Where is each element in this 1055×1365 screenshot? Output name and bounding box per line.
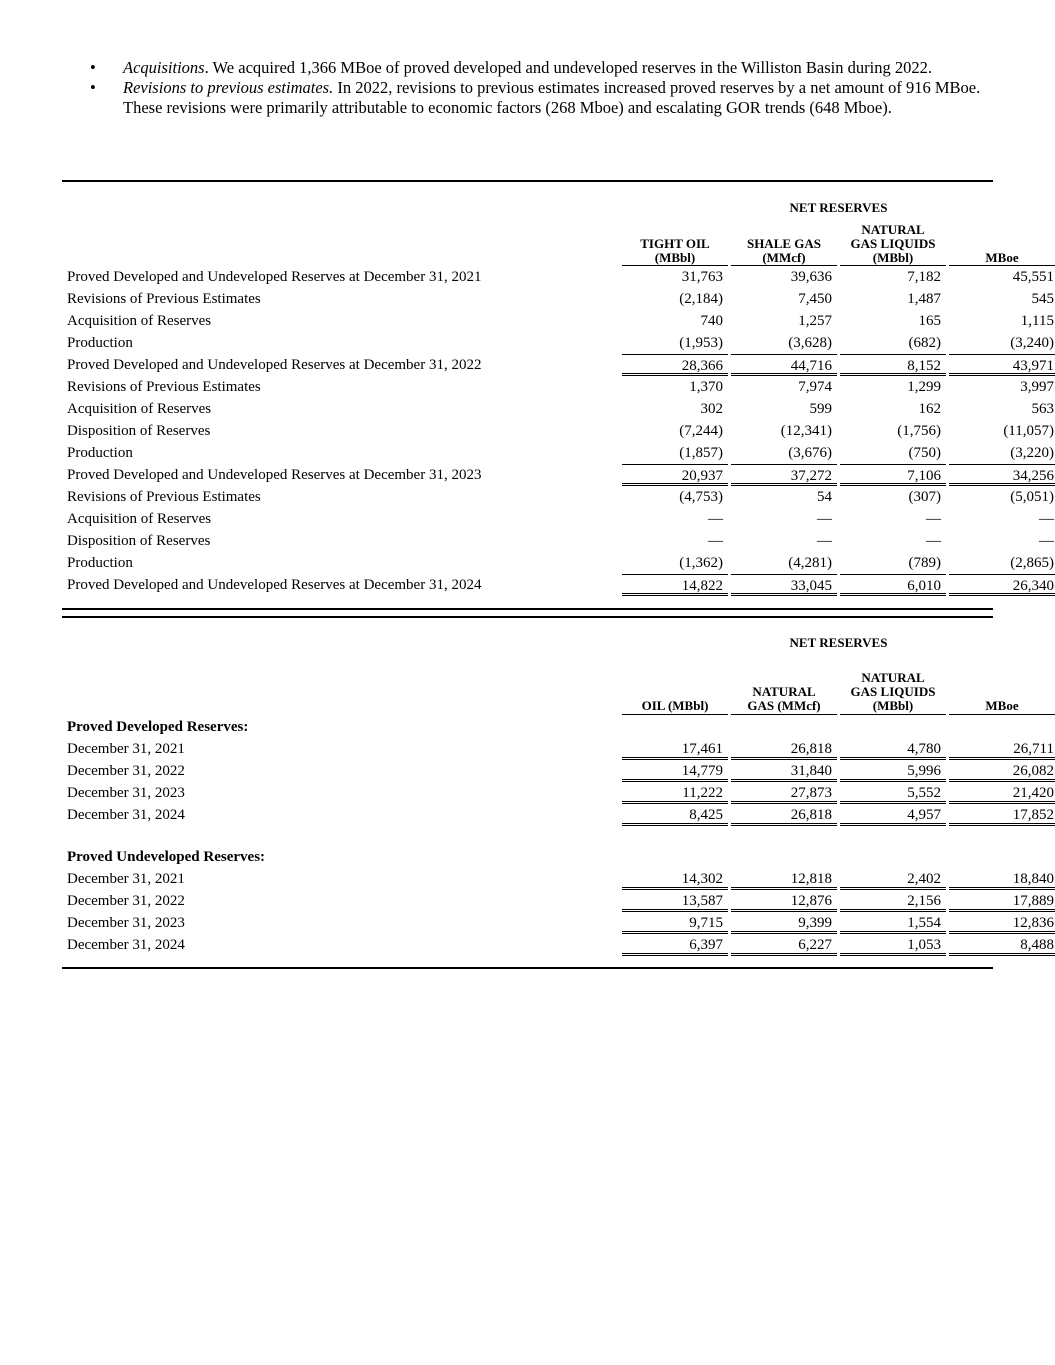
table1-group-header: NET RESERVES [789,200,888,215]
row-value-cell: — [817,511,832,527]
row-label: Proved Developed and Undeveloped Reserves at December 31, 2024 [67,577,482,593]
row-value-cell: 6,010 [840,574,946,596]
row-value-cell: 39,636 [790,269,832,285]
row-value-cell: 14,822 [622,574,728,596]
header-underline [622,714,728,715]
bullet-item-acquisitions [90,58,990,78]
row-value-cell: — [708,533,723,549]
table-row [62,332,1054,354]
row-value-cell: 7,450 [798,291,832,307]
table1-col-header-tight-oil: TIGHT OIL (MBbl) [640,236,710,265]
row-value-cell: 7,182 [907,269,941,285]
row-value-cell: 18,840 [949,868,1055,890]
row-value-cell: 37,272 [731,464,837,486]
row-value-cell: 5,996 [840,760,946,782]
row-value-cell: 165 [918,313,941,329]
row-label: December 31, 2021 [67,871,185,887]
row-value-cell: 563 [1031,401,1054,417]
row-label: December 31, 2022 [67,893,185,909]
row-value-cell: 7,974 [798,379,832,395]
row-value-cell: 44,716 [731,354,837,376]
row-label: Revisions of Previous Estimates [67,291,261,307]
row-label: Proved Developed and Undeveloped Reserves at December 31, 2023 [67,467,482,483]
row-value-cell: — [1039,511,1054,527]
table1-col-header-ngl: NATURAL GAS LIQUIDS (MBbl) [850,222,936,265]
table2-col-header-natural-gas: NATURAL GAS (MMcf) [747,684,821,713]
row-value-cell: 26,711 [949,738,1055,760]
row-value-cell: 12,818 [731,868,837,890]
row-value-cell: 1,299 [907,379,941,395]
row-value-cell: 1,370 [689,379,723,395]
row-value-cell: 12,876 [731,890,837,912]
row-value-cell: (1,362) [679,555,723,571]
table-row [62,354,1054,376]
row-value-cell: — [926,511,941,527]
row-value-cell: (1,857) [679,445,723,461]
row-value-cell: 599 [809,401,832,417]
row-value-cell: (3,676) [788,445,832,461]
table-row [62,552,1054,574]
header-underline [840,714,946,715]
row-label: Production [67,555,133,571]
header-underline [731,714,837,715]
row-value-cell: 1,554 [840,912,946,934]
row-label: Acquisition of Reserves [67,511,212,527]
row-value-cell: 33,045 [731,574,837,596]
table-row [62,760,1054,782]
row-value-cell: 8,425 [622,804,728,826]
row-value-cell: 17,889 [949,890,1055,912]
header-underline [949,714,1055,715]
row-value-cell: — [1039,533,1054,549]
row-value-cell: (789) [908,555,941,571]
row-value-cell: 740 [700,313,723,329]
row-value-cell: (4,753) [679,489,723,505]
row-value-cell: 1,487 [907,291,941,307]
row-value-cell: 14,779 [622,760,728,782]
row-value-cell: 4,957 [840,804,946,826]
row-label: Disposition of Reserves [67,533,211,549]
row-value-cell: (307) [908,489,941,505]
table2-col-header-ngl: NATURAL GAS LIQUIDS (MBbl) [850,670,936,713]
table-row [62,310,1054,332]
row-label: Acquisition of Reserves [67,401,212,417]
row-value-cell: 26,818 [731,738,837,760]
row-value-cell: 26,340 [949,574,1055,596]
bullet-title: Acquisitions [123,58,205,77]
row-value-cell: 2,402 [840,868,946,890]
row-value-cell: 3,997 [1020,379,1054,395]
row-value-cell: (7,244) [679,423,723,439]
bullet-symbol: • [90,58,96,77]
row-label: Proved Developed and Undeveloped Reserves at December 31, 2021 [67,269,482,285]
table-row [62,574,1054,596]
table-row [62,934,1054,956]
row-label: Disposition of Reserves [67,423,211,439]
row-value-cell: 26,818 [731,804,837,826]
row-value-cell: 11,222 [622,782,728,804]
table-row [62,738,1054,760]
row-value-cell: (750) [908,445,941,461]
table-row [62,486,1054,508]
row-label: December 31, 2023 [67,785,185,801]
row-value-cell: 9,399 [731,912,837,934]
row-value-cell: (2,865) [1010,555,1054,571]
table-row [62,376,1054,398]
row-value-cell: (1,953) [679,335,723,351]
bullet-text [123,78,990,118]
row-value-cell: (3,628) [788,335,832,351]
section-title-proved-undeveloped: Proved Undeveloped Reserves: [67,849,266,865]
bullet-list [90,58,990,118]
row-value-cell: 302 [700,401,723,417]
table-row [62,398,1054,420]
row-value-cell: 1,053 [840,934,946,956]
row-label: Acquisition of Reserves [67,313,212,329]
table-row [62,868,1054,890]
row-value-cell: 4,780 [840,738,946,760]
row-value-cell: (682) [908,335,941,351]
row-label: December 31, 2024 [67,807,185,823]
row-value-cell: (3,220) [1010,445,1054,461]
proved-reserves-table [62,616,1054,969]
row-value-cell: (1,756) [897,423,941,439]
row-value-cell: (4,281) [788,555,832,571]
row-value-cell: (5,051) [1010,489,1054,505]
row-label: December 31, 2021 [67,741,185,757]
row-value-cell: 6,227 [731,934,837,956]
row-value-cell: 6,397 [622,934,728,956]
row-value-cell: 17,461 [622,738,728,760]
row-value-cell: 5,552 [840,782,946,804]
row-value-cell: 26,082 [949,760,1055,782]
row-value-cell: 45,551 [1012,269,1054,285]
row-value-cell: 54 [817,489,832,505]
row-value-cell: 8,488 [949,934,1055,956]
table-row [62,508,1054,530]
row-value-cell: — [817,533,832,549]
row-value-cell: (12,341) [780,423,832,439]
row-label: Production [67,335,133,351]
table-row [62,420,1054,442]
row-value-cell: 12,836 [949,912,1055,934]
section-heading-row [62,846,993,868]
table-row [62,442,1054,464]
row-value-cell: 14,302 [622,868,728,890]
row-value-cell: 17,852 [949,804,1055,826]
bullet-body: . We acquired 1,366 MBoe of proved developed and undeveloped reserves in the Williston Basin during 2022. [204,58,932,77]
row-label: December 31, 2024 [67,937,185,953]
row-value-cell: 1,257 [798,313,832,329]
table-row [62,266,1054,288]
table2-col-header-oil: OIL (MBbl) [641,698,709,713]
table-row [62,464,1054,486]
reserves-rollforward-table [62,180,1054,610]
row-label: Production [67,445,133,461]
row-value-cell: (11,057) [1003,423,1054,439]
row-label: Revisions of Previous Estimates [67,379,261,395]
section-title-proved-developed: Proved Developed Reserves: [67,719,249,735]
row-value-cell: 545 [1031,291,1054,307]
bullet-title: Revisions to previous estimates. [123,78,334,97]
row-value-cell: 20,937 [622,464,728,486]
row-value-cell: 13,587 [622,890,728,912]
row-value-cell: (2,184) [679,291,723,307]
table-row [62,782,1054,804]
table2-col-header-mboe: MBoe [985,698,1019,713]
row-value-cell: 162 [918,401,941,417]
bullet-item-revisions [90,78,990,118]
row-value-cell: 31,763 [681,269,723,285]
row-value-cell: (3,240) [1010,335,1054,351]
table-row [62,804,1054,826]
row-value-cell: 31,840 [731,760,837,782]
row-value-cell: — [708,511,723,527]
table2-group-header: NET RESERVES [789,635,888,650]
table-row [62,890,1054,912]
bullet-body: In 2022, revisions to previous estimates increased proved reserves by a net amount of 916 MBoe. These revisions were primarily attributable to economic factors (268 Mboe) and escalating GOR trends (648 Mboe). [123,78,981,117]
table1-col-header-shale-gas: SHALE GAS (MMcf) [746,236,822,265]
row-value-cell: 43,971 [949,354,1055,376]
row-label: Revisions of Previous Estimates [67,489,261,505]
row-value-cell: 34,256 [949,464,1055,486]
table-row [62,912,1054,934]
bullet-symbol: • [90,78,96,97]
row-value-cell: 8,152 [840,354,946,376]
row-value-cell: 28,366 [622,354,728,376]
row-value-cell: 7,106 [840,464,946,486]
row-label: Proved Developed and Undeveloped Reserves at December 31, 2022 [67,357,482,373]
row-value-cell: — [926,533,941,549]
table-row [62,530,1054,552]
bullet-text [123,58,990,78]
row-label: December 31, 2022 [67,763,185,779]
row-value-cell: 2,156 [840,890,946,912]
table1-col-header-mboe: MBoe [985,250,1019,265]
row-value-cell: 21,420 [949,782,1055,804]
table-row [62,288,1054,310]
row-value-cell: 27,873 [731,782,837,804]
section-heading-row [62,716,993,738]
row-label: December 31, 2023 [67,915,185,931]
row-value-cell: 9,715 [622,912,728,934]
row-value-cell: 1,115 [1020,313,1054,329]
